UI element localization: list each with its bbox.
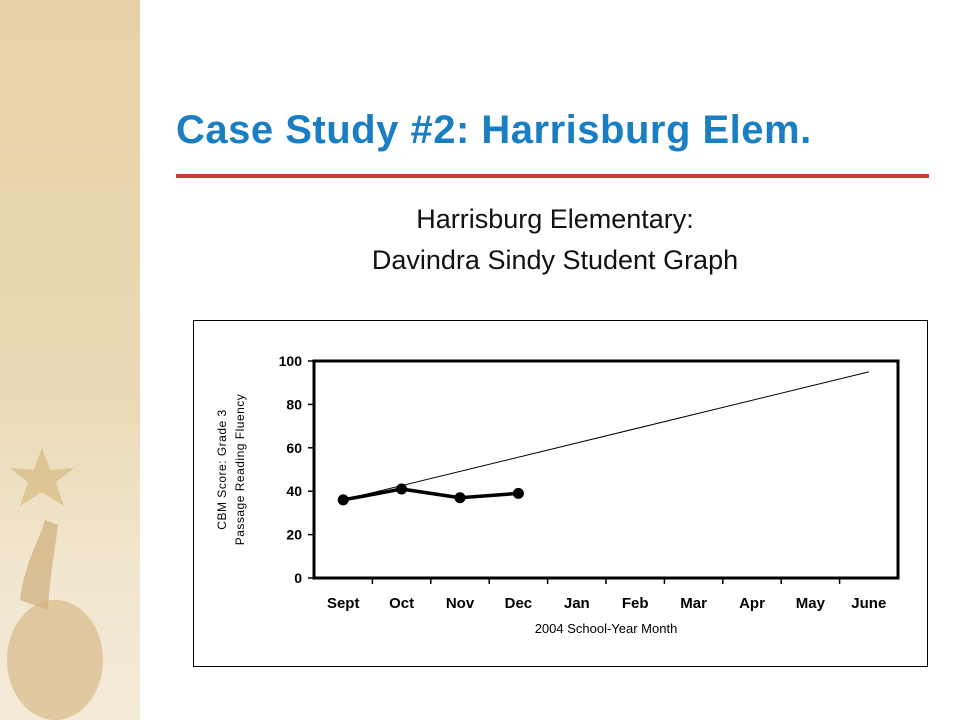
- x-tick-label-june: June: [851, 595, 887, 612]
- data-point-dec: [513, 488, 524, 499]
- x-tick-label-feb: Feb: [621, 595, 649, 612]
- y-tick-label-60: 60: [286, 439, 302, 456]
- line-chart: [194, 321, 929, 668]
- y-tick-label-0: 0: [294, 570, 302, 586]
- y-axis-title-line-1: CBM Score: Grade 3: [215, 409, 229, 530]
- chart-axes: [308, 361, 898, 584]
- y-tick-label-100: 100: [278, 353, 302, 369]
- y-tick-label-80: 80: [286, 396, 302, 413]
- chart-subtitle-line-1: Harrisburg Elementary:: [416, 204, 694, 234]
- star-decoration: [10, 448, 74, 506]
- slide-title: Case Study #2: Harrisburg Elem.: [176, 108, 812, 152]
- x-tick-label-jan: Jan: [563, 595, 590, 612]
- y-tick-label-40: 40: [286, 483, 302, 500]
- plot-area-border: [314, 361, 898, 578]
- x-tick-label-apr: Apr: [739, 595, 765, 612]
- x-tick-label-mar: Mar: [680, 595, 707, 612]
- x-tick-label-dec: Dec: [504, 595, 533, 612]
- x-axis-title: 2004 School-Year Month: [534, 621, 678, 636]
- x-tick-label-may: May: [795, 595, 825, 612]
- chart-marks: [338, 372, 869, 506]
- title-underline: [176, 174, 929, 178]
- chart-subtitle-line-2: Davindra Sindy Student Graph: [371, 245, 739, 275]
- raised-arm-silhouette: [20, 520, 58, 610]
- decorative-sidebar: [0, 0, 140, 720]
- figure-silhouette: [7, 600, 103, 720]
- chart-labels: [215, 353, 886, 636]
- data-point-nov: [455, 492, 466, 503]
- sidebar-artwork: [0, 0, 140, 720]
- y-tick-label-20: 20: [286, 526, 302, 543]
- chart-frame: [193, 320, 928, 667]
- x-tick-label-oct: Oct: [389, 595, 415, 612]
- series-line-goal-line: [343, 372, 869, 500]
- series-line-student-scores: [343, 489, 518, 500]
- y-axis-title-line-2: Passage Reading Fluency: [233, 393, 247, 546]
- x-tick-label-sept: Sept: [326, 595, 360, 612]
- x-tick-label-nov: Nov: [445, 595, 475, 612]
